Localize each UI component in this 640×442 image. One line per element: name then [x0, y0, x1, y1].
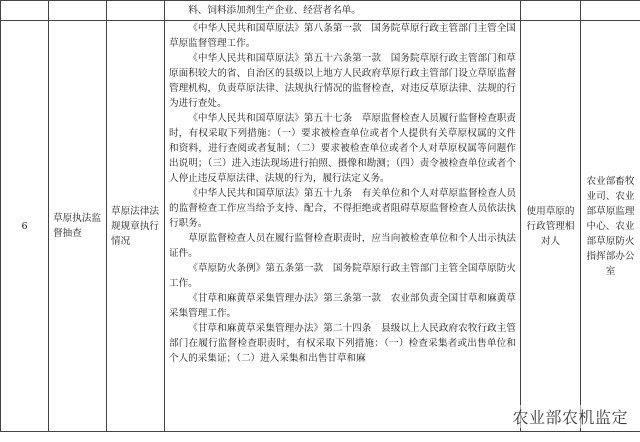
basis-paragraph: 《中华人民共和国草原法》第五十七条 草原监督检查人员履行监督检查职责时，有权采取下列措施：（一）要求被检查单位或者个人提供有关草原权属的文件和资料，进行查阅或者复制；（二）要求被检查单位或者个人对草原权属等问题作出说明；（三）进入违法现场进行拍照、摄像和勘测；（四）责令被检查单位或者个人停止违反草原法律、法规的行为，履行法定义务。 [169, 113, 516, 184]
basis-paragraph: 《中华人民共和国草原法》第五十九条 有关单位和个人对草原监督检查人员的监督检查工作应当给予支持、配合，不得拒绝或者阻碍草原监督检查人员依法执行职务。 [169, 188, 516, 229]
basis-paragraph: 《中华人民共和国草原法》第五十六条第一款 国务院草原行政主管部门和草原面积较大的省、自治区的县级以上地方人民政府草原行政主管部门设立草原监督管理机构，负责草原法律、法规执行情况的监督检查，对违反草原法律、法规的行为进行查处。 [169, 53, 516, 109]
basis-paragraph: 草原监督检查人员在履行监督检查职责时，应当向被检查单位和个人出示执法证件。 [169, 233, 516, 259]
basis-cell-top [165, 1, 521, 21]
table-row-top-continuation [1, 1, 640, 21]
category-cell [49, 21, 107, 432]
item-number-cell [1, 21, 49, 432]
inspection-item: 草原法律法规规章执行情况 [111, 205, 159, 247]
basis-paragraph: 《草原防火条例》第五条第一款 国务院草原行政主管部门主管全国草原防火工作。 [169, 263, 516, 289]
inspected-subject: 使用草原的行政管理相对人 [526, 205, 575, 247]
watermark-label: 农业部农机监定 [508, 405, 632, 428]
responsible-department: 农业部畜牧业司、农业部草原监理中心、农业部草原防火指挥部办公室 [586, 175, 635, 277]
top-basis-text: 料、饲料添加剂生产企业、经营者名单。 [188, 5, 361, 16]
item-cell [107, 21, 165, 432]
legal-basis-cell [165, 21, 521, 432]
basis-paragraph: 《甘草和麻黄草采集管理办法》第二十四条 县级以上人民政府农牧行政主管部门在履行监督检查职责时，有权采取下列措施：（一）检查采集者或出售单位和个人的采集证；（二）进入采集和出售甘草和麻 [169, 323, 516, 364]
item-number: 6 [21, 220, 28, 232]
basis-paragraph: 《中华人民共和国草原法》第八条第一款 国务院草原行政主管部门主管全国草原监督管理工作。 [169, 23, 516, 49]
table-row [1, 21, 640, 432]
basis-paragraph: 《甘草和麻黄草采集管理办法》第三条第一款 农业部负责全国甘草和麻黄草采集管理工作。 [169, 293, 516, 319]
responsible-department-cell [581, 21, 640, 432]
inspection-category: 草原执法监督抽查 [53, 213, 101, 239]
inspected-subject-cell [521, 21, 581, 432]
